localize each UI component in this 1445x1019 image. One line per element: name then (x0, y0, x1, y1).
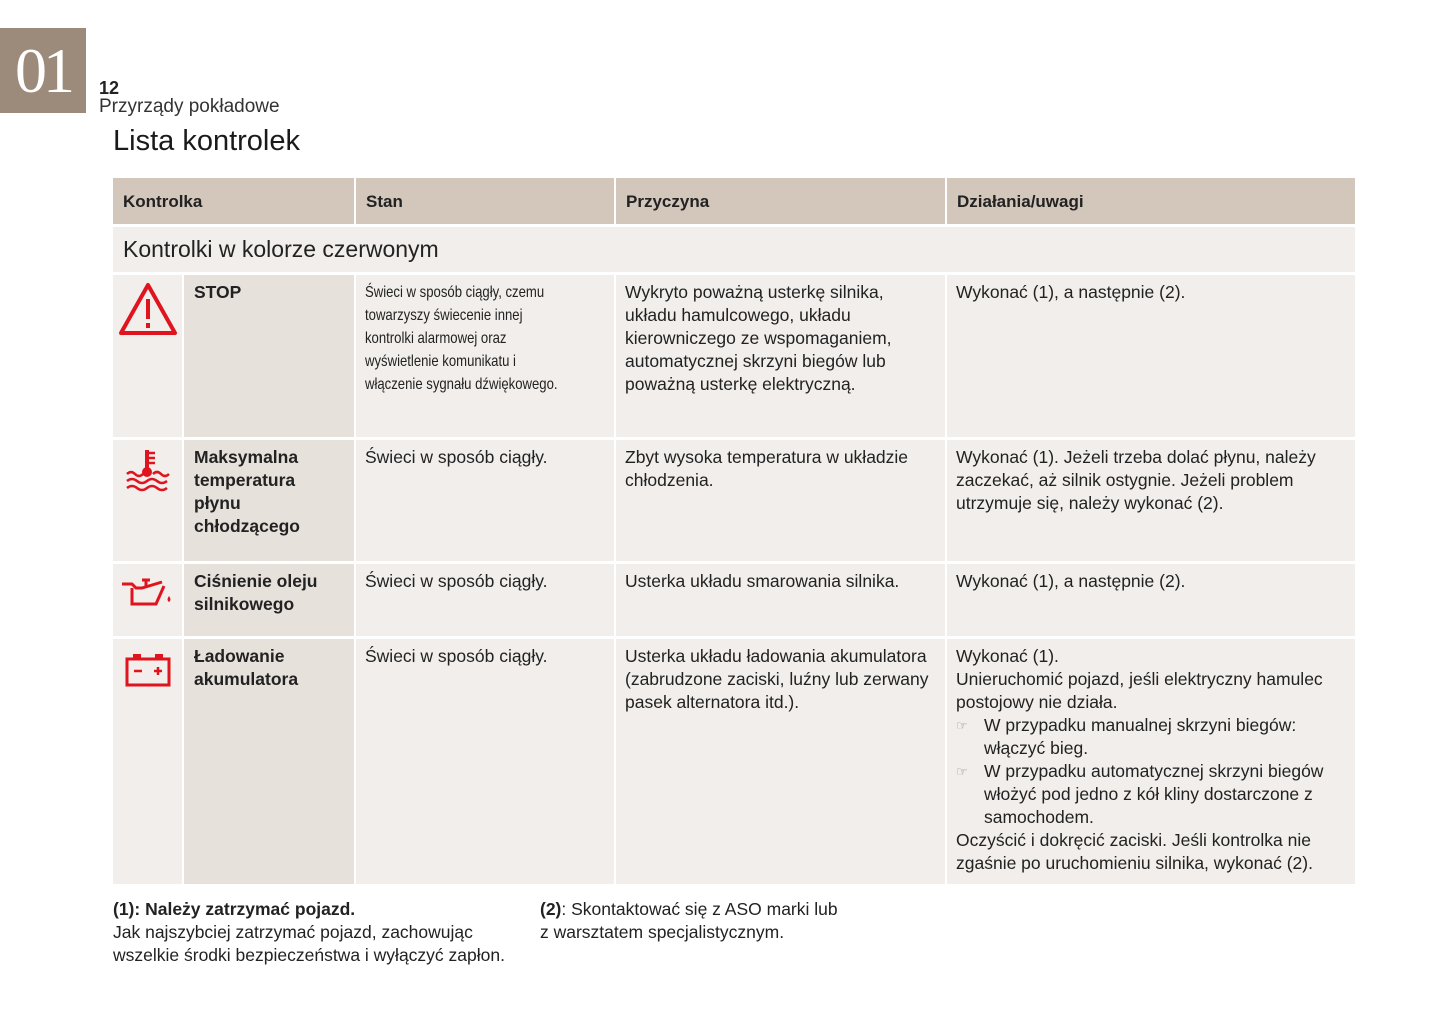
footnote-mark: (1) (113, 899, 135, 919)
light-action: Wykonać (1). Jeżeli trzeba dolać płynu, należy zaczekać, aż silnik ostygnie. Jeżeli problem utrzymuje się, należy wykonać (2). (947, 440, 1355, 561)
action-intro: Wykonać (1). Unieruchomić pojazd, jeśli elektryczny hamulec postojowy nie działa. (956, 646, 1323, 712)
column-header: Stan (356, 178, 614, 224)
light-state: Świeci w sposób ciągły. (356, 440, 614, 561)
action-bullet: W przypadku automatycznej skrzyni biegów włożyć pod jedno z kół kliny dostarczone z samochodem. (984, 761, 1324, 827)
light-cause: Usterka układu smarowania silnika. (616, 564, 945, 636)
footnote-title: : Należy zatrzymać pojazd. (134, 899, 356, 919)
light-action: Wykonać (1), a następnie (2). (947, 275, 1355, 437)
column-header: Działania/uwagi (947, 178, 1355, 224)
light-name: Maksymalna temperatura płynu chłodzącego (184, 440, 354, 561)
hand-pointer-icon: ☞ (956, 764, 968, 779)
light-cause: Zbyt wysoka temperatura w układzie chłodzenia. (616, 440, 945, 561)
table-header (113, 178, 1355, 224)
footnote-text: : Skontaktować się z ASO marki lub z warsztatem specjalistycznym. (540, 899, 838, 942)
group-heading: Kontrolki w kolorze czerwonym (113, 227, 1355, 272)
light-name: Ciśnienie oleju silnikowego (184, 564, 354, 636)
light-cause: Wykryto poważną usterkę silnika, układu hamulcowego, układu kierowniczego ze wspomaganiem, automatycznej skrzyni biegów lub poważną usterkę elektryczną. (616, 275, 945, 437)
oil-pressure-icon (120, 576, 176, 610)
footnote-1 (113, 898, 513, 967)
footnote-text: Jak najszybciej zatrzymać pojazd, zachowując wszelkie środki bezpieczeństwa i wyłączyć zapłon. (113, 922, 505, 965)
light-name: Ładowanie akumulatora (184, 639, 354, 884)
light-state: Świeci w sposób ciągły. (356, 564, 614, 636)
footnote-2 (540, 898, 850, 944)
coolant-temperature-icon (124, 446, 172, 494)
action-outro: Oczyścić i dokręcić zaciski. Jeśli kontrolka nie zgaśnie po uruchomieniu silnika, wykonać (2). (956, 830, 1313, 873)
battery-icon (124, 651, 172, 687)
light-state: Świeci w sposób ciągły, czemu towarzyszy świecenie innej kontrolki alarmowej oraz wyświetlenie komunikatu i włączenie sygnału dźwiękowego. (365, 284, 558, 393)
footnote-mark: (2) (540, 899, 562, 919)
page-number: 12 (99, 78, 120, 98)
light-action (947, 639, 1355, 884)
table-row (113, 440, 1355, 561)
light-action: Wykonać (1), a następnie (2). (947, 564, 1355, 636)
table-row (113, 639, 1355, 884)
table-row (113, 564, 1355, 636)
light-state: Świeci w sposób ciągły. (356, 639, 614, 884)
column-header: Kontrolka (113, 178, 354, 224)
warning-lights-table (111, 175, 1357, 887)
chapter-badge: 01 (0, 28, 86, 113)
warning-triangle-icon (117, 281, 179, 337)
page-title: Lista kontrolek (113, 125, 300, 157)
action-bullet: W przypadku manualnej skrzyni biegów: włączyć bieg. (984, 715, 1297, 758)
light-name: STOP (184, 275, 354, 437)
light-cause: Usterka układu ładowania akumulatora (zabrudzone zaciski, luźny lub zerwany pasek alternatora itd.). (616, 639, 945, 884)
hand-pointer-icon: ☞ (956, 718, 968, 733)
section-name: Przyrządy pokładowe (99, 96, 280, 117)
column-header: Przyczyna (616, 178, 945, 224)
table-row (113, 275, 1355, 437)
